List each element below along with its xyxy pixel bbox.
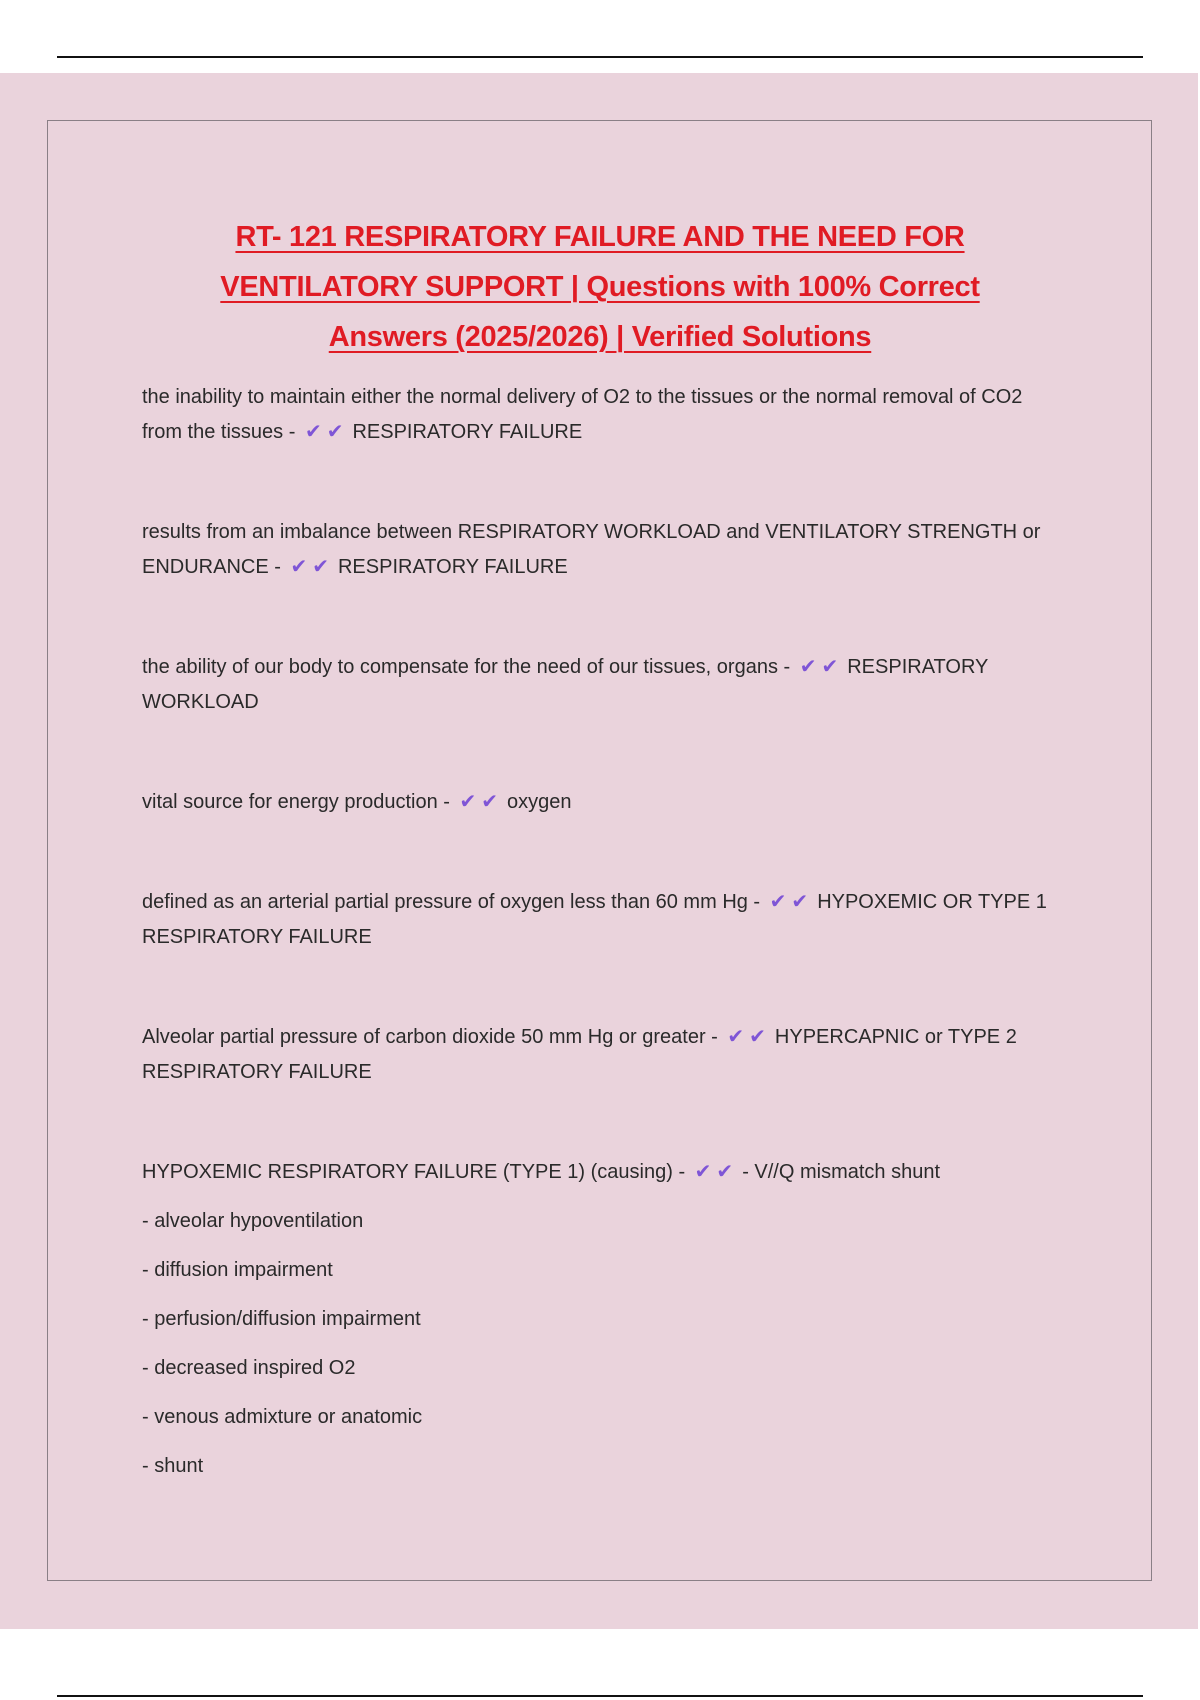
question-text: the ability of our body to compensate for the need of our tissues, organs -: [142, 656, 791, 678]
cause-list-item: - diffusion impairment: [142, 1259, 333, 1281]
document-title: [160, 212, 1040, 362]
qa-list: [142, 380, 1062, 1498]
qa-item: [142, 515, 1062, 585]
answer-text: RESPIRATORY WORKLOAD: [142, 656, 989, 713]
double-check-icon: ✔✔: [304, 421, 349, 443]
title-line-1: RT- 121 RESPIRATORY FAILURE AND THE NEED FOR: [235, 221, 965, 253]
answer-text: oxygen: [507, 791, 572, 813]
double-check-icon: ✔✔: [694, 1161, 739, 1183]
cause-list-item: - shunt: [142, 1455, 204, 1477]
double-check-icon: ✔✔: [290, 556, 334, 578]
double-check-icon: ✔✔: [459, 791, 504, 813]
qa-item: [142, 650, 1062, 720]
question-text: Alveolar partial pressure of carbon dioxide 50 mm Hg or greater -: [142, 1026, 718, 1048]
cause-list-item: - alveolar hypoventilation: [142, 1210, 364, 1232]
question-text: defined as an arterial partial pressure of oxygen less than 60 mm Hg -: [142, 891, 761, 913]
question-text: results from an imbalance between RESPIRATORY WORKLOAD and VENTILATORY STRENGTH or ENDURANCE -: [142, 521, 1041, 578]
answer-text: RESPIRATORY FAILURE: [337, 556, 568, 578]
cause-list-item: - decreased inspired O2: [142, 1357, 356, 1379]
answer-text: HYPERCAPNIC or TYPE 2 RESPIRATORY FAILURE: [142, 1026, 1017, 1083]
double-check-icon: ✔✔: [799, 656, 844, 678]
qa-item: [142, 1020, 1062, 1090]
answer-text: RESPIRATORY FAILURE: [352, 421, 583, 443]
qa-item: [142, 1155, 1062, 1484]
title-line-3: Answers (2025/2026) | Verified Solutions: [328, 321, 872, 353]
qa-item: [142, 785, 1062, 820]
header-rule: [57, 56, 1143, 58]
cause-list-item: - venous admixture or anatomic: [142, 1406, 423, 1428]
footer-rule: [57, 1695, 1143, 1697]
question-text: HYPOXEMIC RESPIRATORY FAILURE (TYPE 1) (causing) -: [142, 1161, 686, 1183]
double-check-icon: ✔✔: [727, 1026, 771, 1048]
answer-text: - V//Q mismatch shunt: [742, 1161, 941, 1183]
qa-item: [142, 380, 1062, 450]
cause-list-item: - perfusion/diffusion impairment: [142, 1308, 421, 1330]
title-line-2: VENTILATORY SUPPORT | Questions with 100% Correct: [220, 271, 980, 303]
question-text: the inability to maintain either the normal delivery of O2 to the tissues or the normal removal of CO2 from the tissues -: [142, 386, 1023, 443]
answer-text: HYPOXEMIC OR TYPE 1 RESPIRATORY FAILURE: [142, 891, 1047, 948]
double-check-icon: ✔✔: [769, 891, 814, 913]
qa-item: [142, 885, 1062, 955]
question-text: vital source for energy production -: [142, 791, 450, 813]
cause-list: [142, 1204, 1062, 1484]
